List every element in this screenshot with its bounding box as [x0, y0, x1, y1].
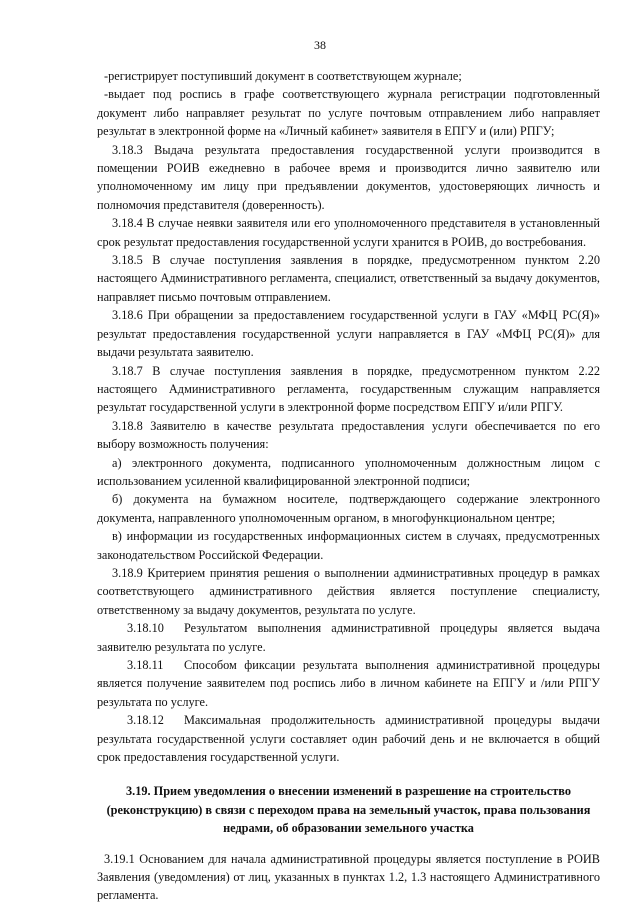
section-heading: 3.19. Прием уведомления о внесении изменений в разрешение на строительство (реконструкцию) в связи с переходом права на земельный участок, права пользования недрами, об образовании земельного участка	[106, 784, 591, 836]
paragraph: 3.18.3 Выдача результата предоставления государственной услуги производится в помещении РОИВ ежедневно в рабочее время и производится лично заявителю или уполномоченному им лицу при предъявлении документов, удостоверяющих личность и полномочия представителя (доверенность).	[97, 142, 600, 212]
paragraph: 3.18.5 В случае поступления заявления в порядке, предусмотренном пунктом 2.20 настоящего Административного регламента, специалист, ответственный за выдачу документов, направляет письмо почтовым отправлением.	[97, 253, 600, 304]
paragraph: 3.18.7 В случае поступления заявления в порядке, предусмотренном пунктом 2.22 настоящего Административного регламента, государственным служащим направляется результат государственной услуги в электронной форме посредством ЕПГУ и/или РПГУ.	[97, 363, 600, 415]
document-body	[97, 67, 600, 905]
paragraph: 3.18.6 При обращении за предоставлением государственной услуги в ГАУ «МФЦ РС(Я)» результат предоставления государственной услуги направляется в ГАУ «МФЦ РС(Я)» для выдачи результата заявителю.	[97, 308, 600, 360]
paragraph: б) документа на бумажном носителе, подтверждающего содержание электронного документа, направленного уполномоченным органом, в многофункциональном центре;	[97, 492, 600, 525]
paragraph: 3.18.8 Заявителю в качестве результата предоставления услуги обеспечивается по его выбору возможность получения:	[97, 418, 600, 452]
numbered-paragraph	[97, 619, 600, 656]
paragraph-text: Результатом выполнения административной процедуры является выдача заявителю результата по услуге.	[97, 621, 600, 654]
paragraph: 3.18.4 В случае неявки заявителя или его уполномоченного представителя в установленный срок результат предоставления государственной услуги хранится в РОИВ, до востребования.	[97, 216, 600, 249]
paragraph-text: Максимальная продолжительность административной процедуры выдачи результата государственной услуги составляет один рабочий день и не включается в общий срок предоставления государственной услуги.	[97, 713, 600, 765]
numbered-paragraph	[97, 711, 600, 766]
paragraph: -регистрирует поступивший документ в соответствующем журнале;	[104, 69, 462, 83]
paragraph: 3.19.1 Основанием для начала административной процедуры является поступление в РОИВ Заявления (уведомления) от лиц, указанных в пунктах 1.2, 1.3 настоящего Административного регламента.	[97, 851, 600, 903]
paragraph-number: 3.18.12	[127, 713, 164, 728]
paragraph: а) электронного документа, подписанного уполномоченным должностным лицом с использованием усиленной квалифицированной электронной подписи;	[97, 455, 600, 488]
paragraph: -выдает под роспись в графе соответствующего журнала регистрации подготовленный документ либо направляет результат по услуге почтовым отправлением либо направляет результат в электронной форме на «Личный кабинет» заявителя в ЕПГУ и (или) РПГУ;	[97, 87, 600, 139]
paragraph: 3.18.9 Критерием принятия решения о выполнении административных процедур в рамках соответствующего административного действия является поступление специалисту, ответственному за выдачу документов, результата по услуге.	[97, 565, 600, 617]
page-number: 38	[314, 38, 326, 52]
paragraph: в) информации из государственных информационных систем в случаях, предусмотренных законодательством Российской Федерации.	[97, 529, 600, 562]
numbered-paragraph	[97, 656, 600, 711]
paragraph-text: Способом фиксации результата выполнения административной процедуры является получение заявителем под роспись либо в личном кабинете на ЕПГУ и /или РПГУ результата по услуге.	[97, 658, 600, 709]
paragraph-number: 3.18.10	[127, 621, 164, 636]
paragraph-number: 3.18.11	[127, 658, 164, 672]
